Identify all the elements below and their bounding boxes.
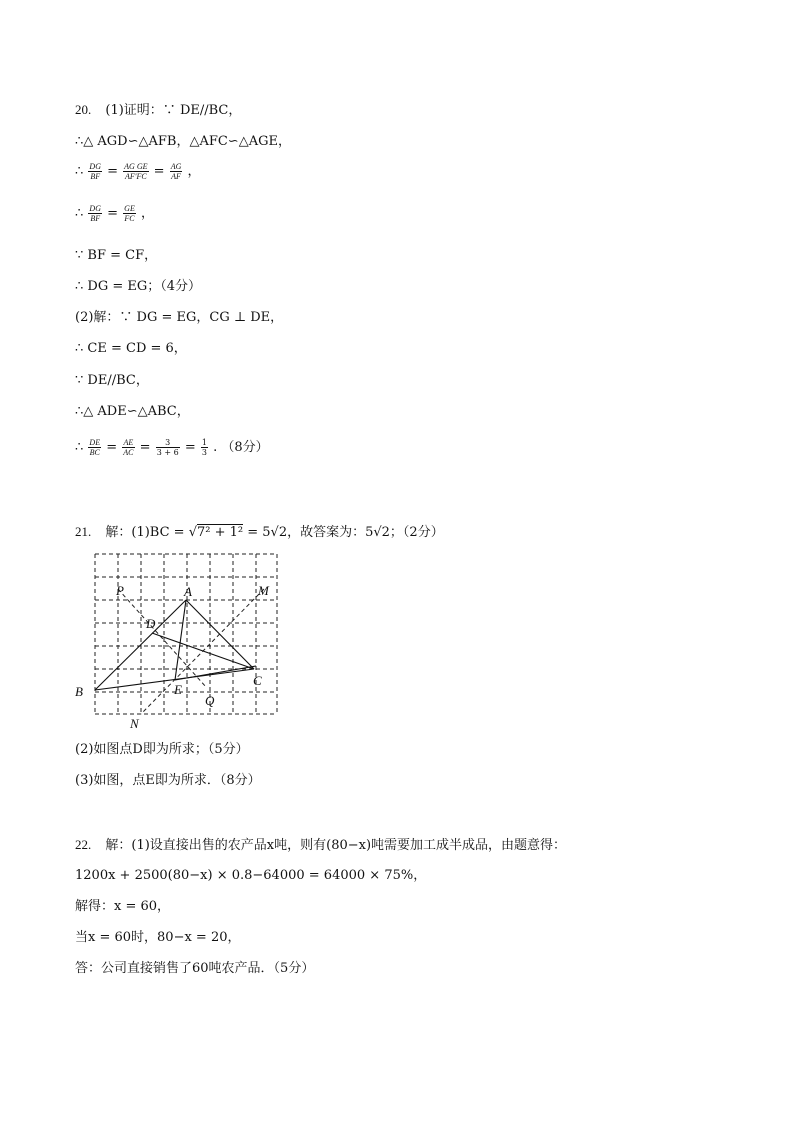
grid-figure bbox=[70, 548, 285, 733]
point-labels bbox=[75, 583, 270, 731]
q20-number: 20. bbox=[75, 102, 92, 117]
label-e: E bbox=[174, 682, 182, 697]
q21-radicand: 7² + 1² bbox=[197, 525, 244, 540]
q22-line-3: 解得：x = 60， bbox=[75, 899, 171, 914]
equals: = bbox=[107, 206, 119, 221]
therefore-symbol: ∴ bbox=[75, 206, 84, 221]
fraction-ag-af: $\frac{AG}{AF}$ bbox=[170, 162, 182, 181]
fraction-dg-bf: $\frac{DG}{BF}$ bbox=[89, 204, 101, 223]
q21-text-1a: 解：(1)BC = √ bbox=[105, 525, 197, 540]
fraction-de-bc: $\frac{DE}{BC}$ bbox=[89, 438, 101, 457]
dashed-construction-lines bbox=[118, 589, 264, 714]
comma: ， bbox=[140, 206, 154, 221]
q22-line-5: 答：公司直接销售了60吨农产品．（5分） bbox=[75, 961, 315, 976]
q22-line-4: 当x = 60时，80−x = 20， bbox=[75, 930, 241, 945]
fraction-ae-ac: $\frac{AE}{AC}$ bbox=[123, 438, 134, 457]
fraction-ag-ge: $\frac{\text{AG GE}}{AF'FC}$ bbox=[124, 162, 148, 181]
triangle-and-solid-lines bbox=[95, 600, 256, 690]
q20-line-11 bbox=[75, 438, 269, 457]
dashed-grid bbox=[95, 554, 277, 714]
q20-line-6: ∴ DG = EG；（4分） bbox=[75, 279, 202, 294]
q21-number: 21. bbox=[75, 524, 92, 539]
q20-line-2: ∴△ AGD∽△AFB，△AFC∽△AGE， bbox=[75, 134, 291, 149]
equals: = bbox=[107, 164, 119, 179]
score-note: . （8分） bbox=[213, 440, 269, 455]
fraction-ge-fc: $\frac{GE}{FC}$ bbox=[124, 204, 135, 223]
equals: = bbox=[106, 440, 118, 455]
q21-line-3: (3)如图，点E即为所求．（8分） bbox=[75, 773, 261, 788]
fraction-dg-bf: $\frac{DG}{BF}$ bbox=[89, 162, 101, 181]
q20-line-3 bbox=[75, 162, 201, 181]
label-d: D bbox=[146, 616, 156, 631]
label-m: M bbox=[258, 583, 269, 598]
q22-line-2: 1200x + 2500(80−x) × 0.8−64000 = 64000 × 75%， bbox=[75, 868, 427, 883]
q20-line-1 bbox=[75, 101, 241, 120]
q22-text-1: 解：(1)设直接出售的农产品x吨，则有(80−x)吨需要加工成半成品，由题意得： bbox=[105, 838, 567, 853]
q20-line-8: ∴ CE = CD = 6， bbox=[75, 341, 187, 356]
q20-line-10: ∴△ ADE∽△ABC， bbox=[75, 404, 190, 419]
label-a: A bbox=[184, 584, 192, 599]
q22-number: 22. bbox=[75, 837, 92, 852]
equals: = bbox=[139, 440, 151, 455]
therefore-symbol: ∴ bbox=[75, 164, 84, 179]
fraction-1-3: $\frac{1}{3}$ bbox=[201, 438, 207, 457]
comma: ， bbox=[187, 164, 201, 179]
label-q: Q bbox=[205, 693, 215, 708]
q20-line-9: ∵ DE//BC， bbox=[75, 373, 149, 388]
therefore-symbol: ∴ bbox=[75, 440, 84, 455]
q21-line-1 bbox=[75, 523, 444, 542]
q20-line-5: ∵ BF = CF， bbox=[75, 248, 158, 263]
q20-line-4 bbox=[75, 204, 154, 223]
equals: = bbox=[153, 164, 165, 179]
fraction-3-9: $\frac{3}{3 + 6}$ bbox=[156, 438, 179, 457]
label-p: P bbox=[116, 583, 124, 598]
q20-text-1: (1)证明：∵ DE//BC， bbox=[105, 103, 242, 118]
q22-line-1 bbox=[75, 836, 566, 855]
q21-text-1b: = 5√2，故答案为：5√2；（2分） bbox=[243, 525, 444, 540]
label-c: C bbox=[253, 673, 262, 688]
equals: = bbox=[184, 440, 196, 455]
label-b: B bbox=[75, 684, 83, 699]
q20-line-7: (2)解：∵ DG = EG，CG ⊥ DE， bbox=[75, 310, 284, 325]
q21-line-2: (2)如图点D即为所求；（5分） bbox=[75, 742, 249, 757]
label-n: N bbox=[130, 716, 139, 731]
